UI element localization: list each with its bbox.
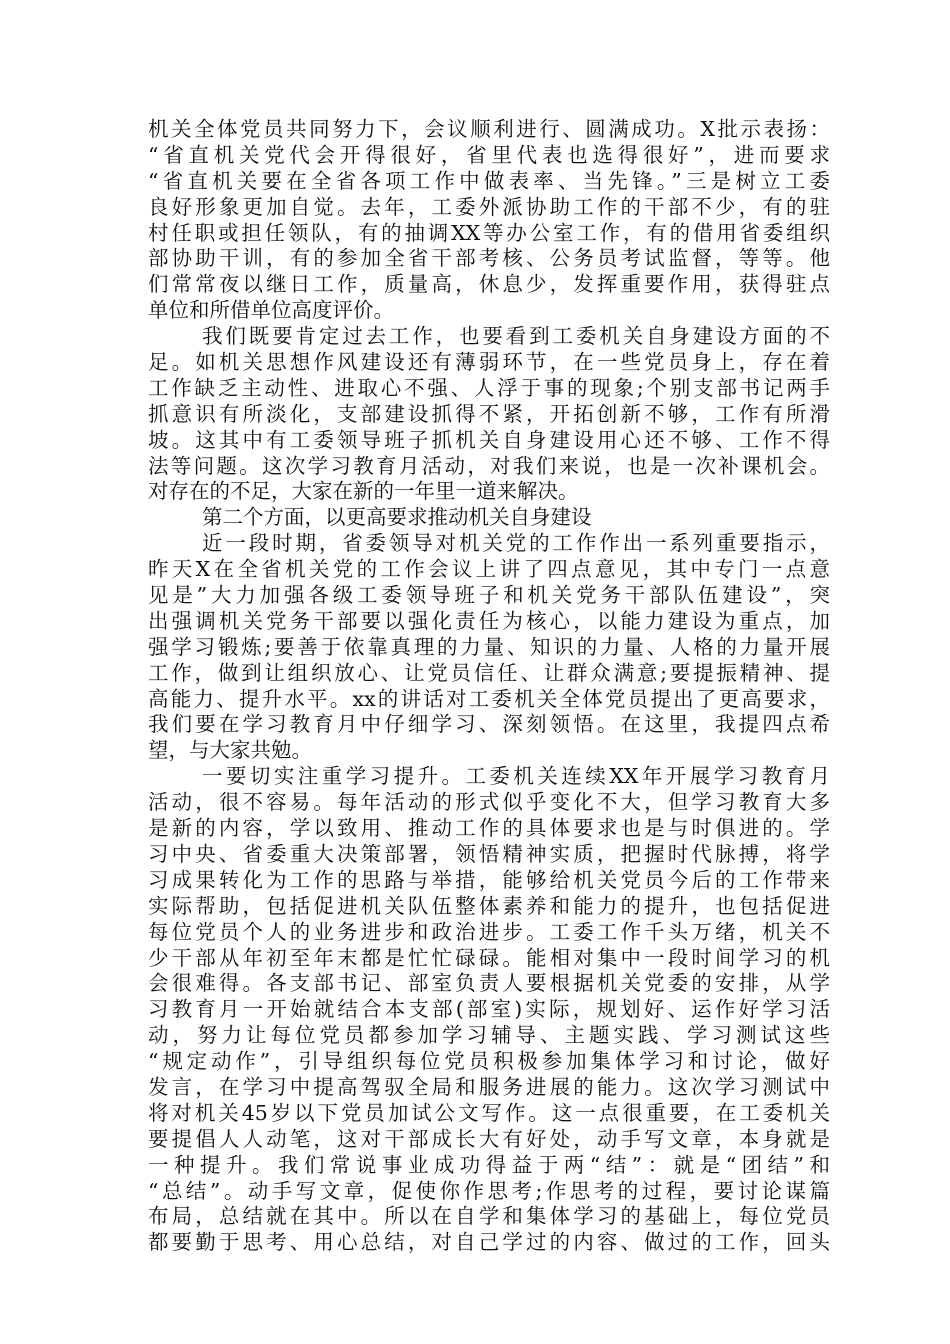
text-line: 对存在的不足，大家在新的一年里一道来解决。: [148, 479, 579, 504]
text-line: 单位和所借单位高度评价。: [148, 298, 394, 323]
text-line: 见是”大力加强各级工委领导班子和机关党务干部队伍建设”，突: [148, 583, 830, 608]
text-line: 我们要在学习教育月中仔细学习、深刻领悟。在这里，我提四点希: [148, 712, 830, 737]
text-line: 习中央、省委重大决策部署，领悟精神实质，把握时代脉搏，将学: [148, 841, 830, 866]
text-line: 一种提升。我们常说事业成功得益于两“结”：就是“团结”和: [148, 1152, 830, 1177]
text-line: 良好形象更加自觉。去年，工委外派协助工作的干部不少，有的驻: [148, 194, 830, 219]
text-line: 实际帮助，包括促进机关队伍整体素养和能力的提升，也包括促进: [148, 893, 830, 918]
text-line: 强学习锻炼;要善于依靠真理的力量、知识的力量、人格的力量开展: [148, 634, 830, 659]
text-line: 工作缺乏主动性、进取心不强、人浮于事的现象;个别支部书记两手: [148, 375, 830, 400]
text-line: 机关全体党员共同努力下，会议顺利进行、圆满成功。X批示表扬：: [148, 117, 830, 141]
text-line: 布局，总结就在其中。所以在自学和集体学习的基础上，每位党员: [148, 1204, 830, 1229]
text-line: 会很难得。各支部书记、部室负责人要根据机关党委的安排，从学: [148, 971, 830, 996]
text-line: 是新的内容，学以致用、推动工作的具体要求也是与时俱进的。学: [148, 816, 830, 841]
paragraph-first-line: 我们既要肯定过去工作，也要看到工委机关自身建设方面的不: [202, 324, 830, 349]
text-line: “省直机关党代会开得很好，省里代表也选得很好”，进而要求: [148, 142, 830, 167]
text-line: 活动，很不容易。每年活动的形式似乎变化不大，但学习教育大多: [148, 790, 830, 815]
text-line: 昨天X在全省机关党的工作会议上讲了四点意见，其中专门一点意: [148, 557, 830, 582]
text-line: 都要勤于思考、用心总结，对自己学过的内容、做过的工作，回头: [148, 1230, 830, 1255]
document-page: [148, 117, 830, 1256]
text-line: 部协助干训，有的参加全省干部考核、公务员考试监督，等等。他: [148, 246, 830, 271]
text-line: “总结”。动手写文章，促使你作思考;作思考的过程，要讨论谋篇: [148, 1178, 830, 1203]
text-line: 每位党员个人的业务进步和政治进步。工委工作千头万绪，机关不: [148, 919, 830, 944]
text-line: “规定动作”，引导组织每位党员积极参加集体学习和讨论，做好: [148, 1049, 830, 1074]
text-line: 工作，做到让组织放心、让党员信任、让群众满意;要提振精神、提: [148, 660, 830, 685]
text-line: “省直机关要在全省各项工作中做表率、当先锋。”三是树立工委: [148, 168, 830, 193]
text-line: 们常常夜以继日工作，质量高，休息少，发挥重要作用，获得驻点: [148, 272, 830, 297]
text-line: 少干部从年初至年末都是忙忙碌碌。能相对集中一段时间学习的机: [148, 945, 830, 970]
paragraph-first-line: 近一段时期，省委领导对机关党的工作作出一系列重要指示，: [202, 531, 830, 556]
text-line: 高能力、提升水平。xx的讲话对工委机关全体党员提出了更高要求，: [148, 686, 830, 711]
text-line: 望，与大家共勉。: [148, 738, 312, 763]
text-line: 要提倡人人动笔，这对干部成长大有好处，动手写文章，本身就是: [148, 1126, 830, 1151]
text-line: 出强调机关党务干部要以强化责任为核心，以能力建设为重点，加: [148, 608, 830, 633]
text-line: 习成果转化为工作的思路与举措，能够给机关党员今后的工作带来: [148, 867, 830, 892]
text-line: 动，努力让每位党员都参加学习辅导、主题实践、学习测试这些: [148, 1023, 830, 1048]
paragraph-first-line: 一要切实注重学习提升。工委机关连续XX年开展学习教育月: [202, 764, 830, 789]
text-line: 坡。这其中有工委领导班子抓机关自身建设用心还不够、工作不得: [148, 427, 830, 452]
text-line: 村任职或担任领队，有的抽调XX等办公室工作，有的借用省委组织: [148, 220, 830, 245]
section-heading: 第二个方面，以更高要求推动机关自身建设: [202, 505, 592, 530]
text-line: 法等问题。这次学习教育月活动，对我们来说，也是一次补课机会。: [148, 453, 830, 478]
text-line: 抓意识有所淡化，支部建设抓得不紧，开拓创新不够，工作有所滑: [148, 401, 830, 426]
text-line: 发言，在学习中提高驾驭全局和服务进展的能力。这次学习测试中: [148, 1074, 830, 1099]
text-line: 足。如机关思想作风建设还有薄弱环节，在一些党员身上，存在着: [148, 350, 830, 375]
text-line: 将对机关45岁以下党员加试公文写作。这一点很重要，在工委机关: [148, 1100, 830, 1125]
text-line: 习教育月一开始就结合本支部(部室)实际，规划好、运作好学习活: [148, 997, 830, 1022]
